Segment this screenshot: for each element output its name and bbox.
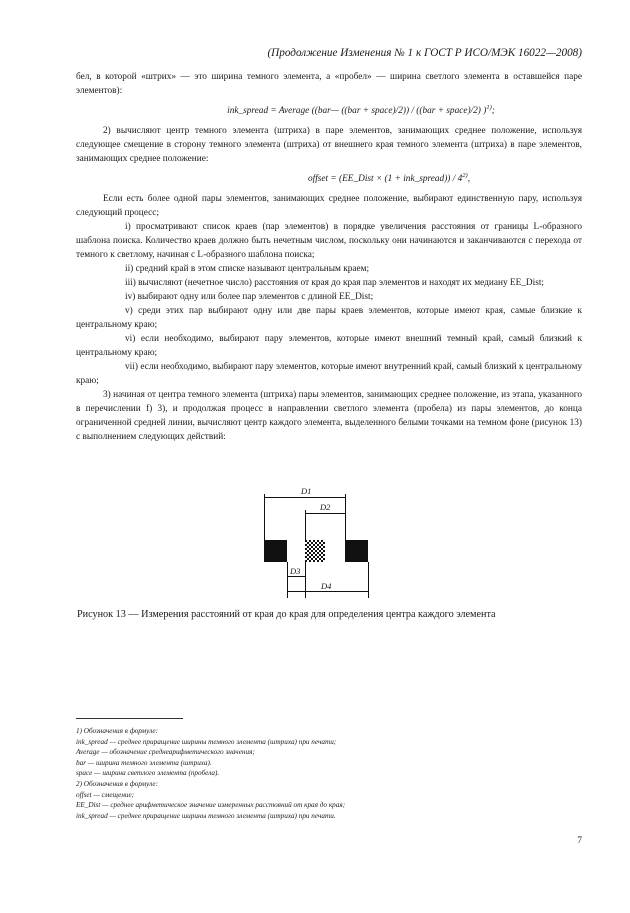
extension-line	[305, 510, 306, 540]
footnote-line: 2) Обозначения в формуле:	[76, 779, 159, 788]
dimension-line-d2	[305, 513, 346, 514]
footnote-line: Average — обозначение среднеарифметического значения;	[76, 748, 255, 757]
footnote-ref: 2)	[462, 171, 468, 179]
extension-line	[287, 562, 288, 598]
list-item: vi) если необходимо, выбирают пару элементов, которые имеют внешний темный край, самый близкий к центральному краю;	[76, 334, 582, 358]
dimension-line-d3	[287, 576, 306, 577]
extension-line	[305, 562, 306, 598]
paragraph: 3) начиная от центра темного элемента (штриха) пары элементов, занимающих среднее положение, из этапа, указанного в перечислении f) 3), и продолжая процесс в направлении светлого элемента (пробела) из пары элементов, до конца ограниченной средней линии, вычисляют центр каждого элемента, выделенного белыми точками на темном фоне (рисунок 13) с выполнением следующих действий:	[76, 390, 582, 442]
footnote-line: 1) Обозначения в формуле:	[76, 727, 159, 735]
footnote-divider	[76, 718, 183, 719]
label-d1: D1	[301, 486, 312, 496]
paragraph: Если есть более одной пары элементов, занимающих среднее положение, выбирают единственную пару, используя следующий процесс;	[76, 194, 582, 218]
footnotes	[76, 726, 582, 821]
list-item: v) среди этих пар выбирают одну или две пары краев элементов, которые имеют края, самые близкие к центральному краю;	[76, 306, 582, 330]
label-d2: D2	[320, 502, 331, 512]
list-item: iii) вычисляют (нечетное число) расстояния от края до края пар элементов и находят их медиану EE_Dist;	[125, 278, 544, 288]
dimension-line-d1	[264, 497, 346, 498]
paragraph: бел, в которой «штрих» — это ширина темного элемента, а «пробел» — ширина светлого элемента в оставшейся паре элементов):	[76, 72, 582, 96]
paragraph: 2) вычисляют центр темного элемента (штриха) в паре элементов, занимающих среднее положение, используя следующее смещение в сторону темного элемента (штриха) от внешнего края темного элемента (штриха) в паре элементов, занимающих среднее положение:	[76, 126, 582, 164]
list-item: vii) если необходимо, выбирают пару элементов, которые имеют внутренний край, самый близкий к центральному краю;	[76, 362, 582, 386]
extension-line	[345, 494, 346, 540]
footnote-line: ink_spread — среднее приращение ширины темного элемента (штриха) при печати;	[76, 737, 337, 746]
running-header: (Продолжение Изменения № 1 к ГОСТ Р ИСО/МЭК 16022—2008)	[267, 47, 582, 59]
body-text	[76, 70, 582, 444]
page-number: 7	[577, 836, 582, 846]
dark-element-left	[264, 540, 287, 562]
footnote-line: EE_Dist — среднее арифметическое значение измеренных расстояний от края до края;	[76, 801, 346, 810]
label-d3: D3	[290, 566, 301, 576]
footnote-line: offset — смещение;	[76, 790, 135, 799]
footnote-ref: 1)	[486, 103, 492, 111]
dark-element-right	[345, 540, 368, 562]
formula-offset: offset = (EE_Dist × (1 + ink_spread)) / 4$^{2)}$,	[307, 171, 471, 184]
dotted-element-center	[305, 540, 325, 562]
figure-13-diagram	[262, 484, 372, 600]
footnote-line: bar — ширина темного элемента (штриха).	[76, 758, 212, 767]
label-d4: D4	[321, 581, 332, 591]
footnote-line: ink_spread — среднее приращение ширины темного элемента (штриха) при печати.	[76, 811, 336, 820]
extension-line	[368, 562, 369, 598]
extension-line	[264, 494, 265, 540]
footnote-line: space — ширина светлого элемента (пробела).	[76, 769, 220, 778]
list-item: iv) выбирают одну или более пар элементов с длиной EE_Dist;	[125, 292, 374, 302]
list-item: i) просматривают список краев (пар элементов) в порядке увеличения расстояния от границы L-образного шаблона поиска. Количество краев должно быть нечетным числом, поскольку они начинаются и заканчиваются с перехода от темного к светлому, начиная с L-образного шаблона поиска;	[76, 222, 582, 260]
formula-ink-spread: ink_spread = Average ((bar— ((bar + space)/2)) / ((bar + space)/2) )$^{1)}$;	[227, 103, 495, 116]
list-item: ii) средний край в этом списке называют центральным краем;	[125, 264, 370, 274]
figure-caption: Рисунок 13 — Измерения расстояний от края до края для определения центра каждого элемента	[77, 609, 496, 620]
dimension-line-d4	[287, 591, 369, 592]
